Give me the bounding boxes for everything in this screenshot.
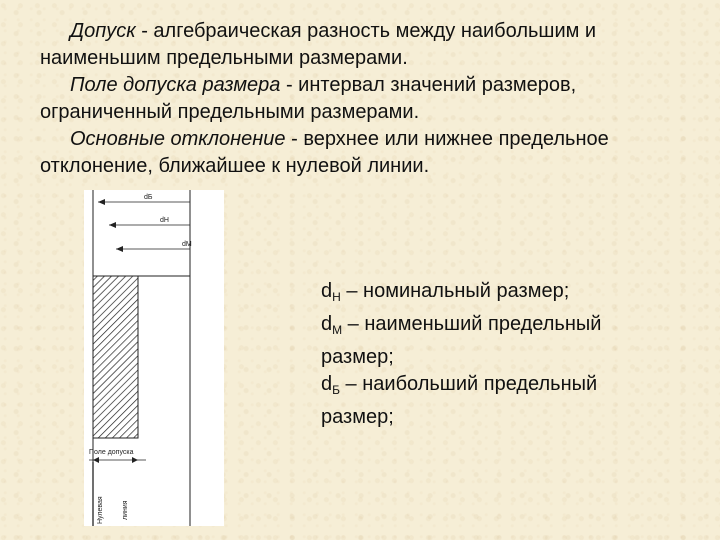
legend-text: – номинальный размер; xyxy=(340,280,570,302)
definition-text: - интервал значений размеров, ограниченный предельными размерами. xyxy=(40,74,577,123)
tolerance-diagram-svg xyxy=(84,190,224,526)
tolerance-arrow-left xyxy=(93,457,99,463)
symbol-base: d xyxy=(321,280,333,302)
zero-line-label-2: линия xyxy=(122,500,129,520)
definition-text: - верхнее или нижнее предельное отклонение, ближайшее к нулевой линии. xyxy=(40,128,609,177)
legend-item-maximum xyxy=(321,371,661,431)
tolerance-field-label: Поле допуска xyxy=(89,449,134,456)
zero-line-label-1: Нулевая xyxy=(97,496,104,524)
d-b-label: dБ xyxy=(144,194,153,201)
definition-term: Допуск xyxy=(70,20,136,42)
definition-tolerance xyxy=(40,18,690,72)
tolerance-diagram xyxy=(84,190,224,526)
d-m-label: dМ xyxy=(182,241,192,248)
definition-term: Поле допуска размера xyxy=(70,74,281,96)
symbol-base: d xyxy=(321,373,333,395)
shaft-hatched-section xyxy=(93,276,138,438)
legend-text: – наибольший предельный размер; xyxy=(321,373,598,428)
legend-text: – наименьший предельный размер; xyxy=(321,313,602,368)
legend-symbol xyxy=(321,280,341,302)
d-n-label: dН xyxy=(160,217,169,224)
symbol-subscript: М xyxy=(332,323,343,337)
definition-term: Основные отклонение xyxy=(70,128,286,150)
legend-symbol xyxy=(321,373,340,395)
d-n-arrowhead xyxy=(109,222,116,228)
symbol-subscript: Н xyxy=(332,290,341,304)
legend-symbol xyxy=(321,313,342,335)
symbol-base: d xyxy=(321,313,333,335)
legend-item-minimum xyxy=(321,311,661,371)
definition-text: - алгебраическая разность между наибольшим и наименьшим предельными размерами. xyxy=(40,20,597,69)
d-b-arrowhead xyxy=(98,199,105,205)
symbol-subscript: Б xyxy=(332,383,340,397)
tolerance-arrow-right xyxy=(132,457,138,463)
legend-block xyxy=(321,278,661,431)
definitions-block xyxy=(40,18,690,180)
legend-item-nominal xyxy=(321,278,661,311)
d-m-arrowhead xyxy=(116,246,123,252)
definition-basic-deviation xyxy=(40,126,690,180)
definition-tolerance-field xyxy=(40,72,690,126)
